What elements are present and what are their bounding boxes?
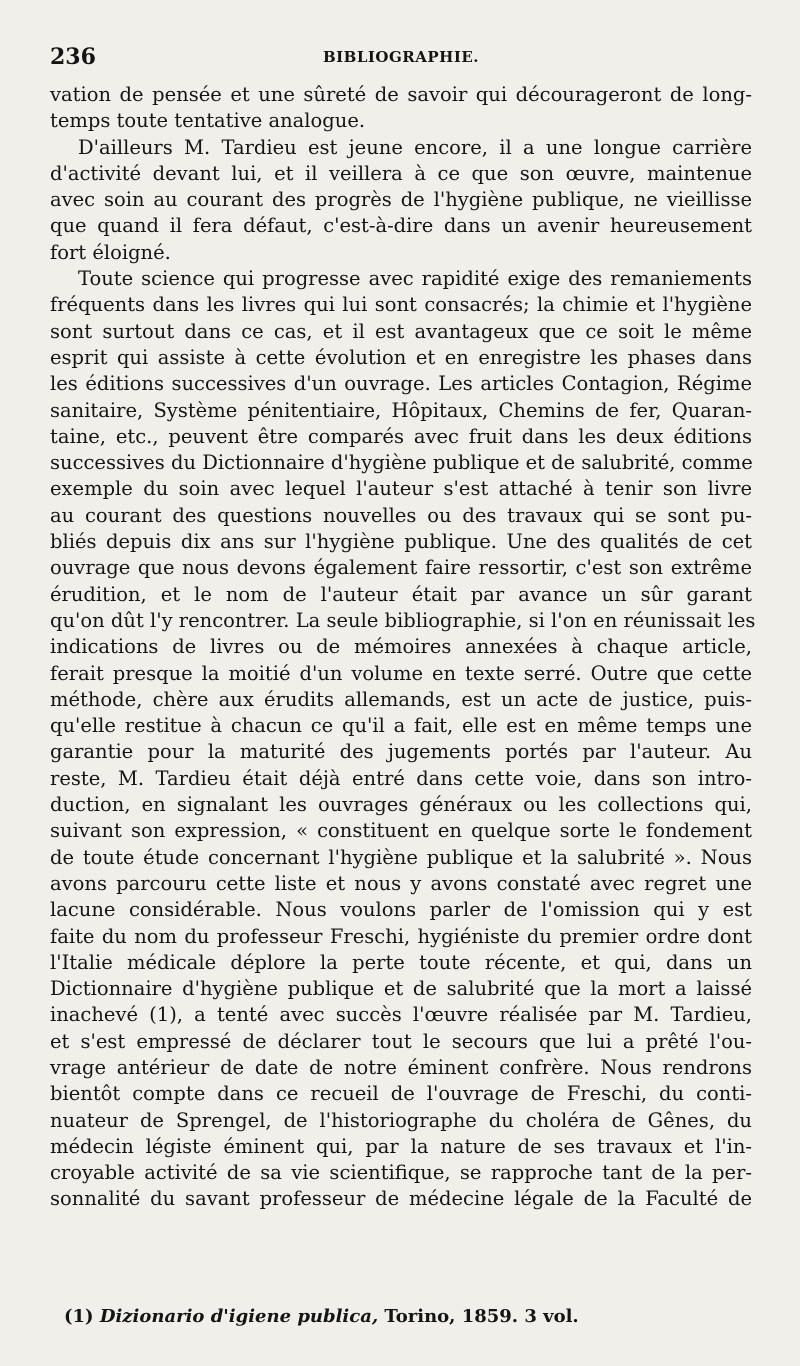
text-line: inachevé (1), a tenté avec succès l'œuvre réalisée par M. Tardieu, <box>50 1003 752 1027</box>
text-line: garantie pour la maturité des jugements portés par l'auteur. Au <box>50 740 752 764</box>
footnote-title: Dizionario d'igiene publica, <box>99 1306 379 1327</box>
text-line: faite du nom du professeur Freschi, hygiéniste du premier ordre dont <box>50 924 752 948</box>
text-line: reste, M. Tardieu était déjà entré dans cette voie, dans son intro- <box>50 766 752 790</box>
text-line: esprit qui assiste à cette évolution et en enregistre les phases dans <box>50 345 752 369</box>
text-line: ferait presque la moitié d'un volume en texte serré. Outre que cette <box>50 661 752 685</box>
text-line: bientôt compte dans ce recueil de l'ouvrage de Freschi, du conti- <box>50 1082 752 1106</box>
text-line: avons parcouru cette liste et nous y avons constaté avec regret une <box>50 871 752 895</box>
text-line: de toute étude concernant l'hygiène publique et la salubrité ». Nous <box>50 845 752 869</box>
text-line: ouvrage que nous devons également faire ressortir, c'est son extrême <box>50 556 752 580</box>
text-line: sonnalité du savant professeur de médecine légale de la Faculté de <box>50 1187 752 1211</box>
text-line: qu'on dût l'y rencontrer. La seule bibliographie, si l'on en réunissait les <box>50 608 756 632</box>
text-line: sanitaire, Système pénitentiaire, Hôpitaux, Chemins de fer, Quaran- <box>50 398 752 422</box>
text-line: médecin légiste éminent qui, par la nature de ses travaux et l'in- <box>50 1134 752 1158</box>
text-line: d'activité devant lui, et il veillera à ce que son œuvre, maintenue <box>50 161 752 185</box>
text-line: vation de pensée et une sûreté de savoir qui décourageront de long- <box>50 83 752 106</box>
text-line: suivant son expression, « constituent en quelque sorte le fondement <box>50 819 752 843</box>
footnote <box>64 1306 579 1327</box>
text-line: érudition, et le nom de l'auteur était par avance un sûr garant <box>50 582 752 606</box>
text-line: duction, en signalant les ouvrages généraux ou les collections qui, <box>50 793 752 817</box>
text-line: nuateur de Sprengel, de l'historiographe du choléra de Gênes, du <box>50 1108 752 1132</box>
text-line: que quand il fera défaut, c'est-à-dire dans un avenir heureusement <box>50 214 752 238</box>
text-line: qu'elle restitue à chacun ce qu'il a fait, elle est en même temps une <box>50 714 752 738</box>
page-number: 236 <box>50 44 96 70</box>
text-line: au courant des questions nouvelles ou des travaux qui se sont pu- <box>50 503 752 527</box>
footnote-details: Torino, 1859. 3 vol. <box>384 1306 579 1327</box>
text-line: méthode, chère aux érudits allemands, est un acte de justice, puis- <box>50 687 752 711</box>
text-line: temps toute tentative analogue. <box>50 109 366 133</box>
text-line: fort éloigné. <box>50 240 171 264</box>
text-line: successives du Dictionnaire d'hygiène publique et de salubrité, comme <box>50 451 753 475</box>
text-line: les éditions successives d'un ouvrage. Les articles Contagion, Régime <box>50 372 752 396</box>
text-line: exemple du soin avec lequel l'auteur s'est attaché à tenir son livre <box>50 477 752 501</box>
running-title: BIBLIOGRAPHIE. <box>322 48 480 66</box>
text-line: et s'est empressé de déclarer tout le secours que lui a prêté l'ou- <box>50 1029 752 1053</box>
footnote-mark: (1) <box>64 1306 94 1327</box>
body-text <box>50 82 756 1213</box>
text-line: fréquents dans les livres qui lui sont consacrés; la chimie et l'hygiène <box>50 293 752 317</box>
text-line: l'Italie médicale déplore la perte toute récente, et qui, dans un <box>50 950 752 974</box>
text-line: vrage antérieur de date de notre éminent confrère. Nous rendrons <box>50 1055 752 1079</box>
text-line: avec soin au courant des progrès de l'hygiène publique, ne vieillisse <box>50 188 752 212</box>
text-line: sont surtout dans ce cas, et il est avantageux que ce soit le même <box>50 319 752 343</box>
text-line: bliés depuis dix ans sur l'hygiène publique. Une des qualités de cet <box>50 530 752 554</box>
page-header <box>50 40 752 78</box>
text-line: Dictionnaire d'hygiène publique et de salubrité que la mort a laissé <box>50 977 752 1001</box>
text-line: lacune considérable. Nous voulons parler de l'omission qui y est <box>50 898 752 922</box>
text-line: indications de livres ou de mémoires annexées à chaque article, <box>50 635 752 659</box>
text-line: croyable activité de sa vie scientifique, se rapproche tant de la per- <box>50 1161 752 1185</box>
text-line: D'ailleurs M. Tardieu est jeune encore, il a une longue carrière <box>78 135 752 159</box>
text-line: Toute science qui progresse avec rapidité exige des remaniements <box>78 267 752 291</box>
text-line: taine, etc., peuvent être comparés avec fruit dans les deux éditions <box>50 424 752 448</box>
